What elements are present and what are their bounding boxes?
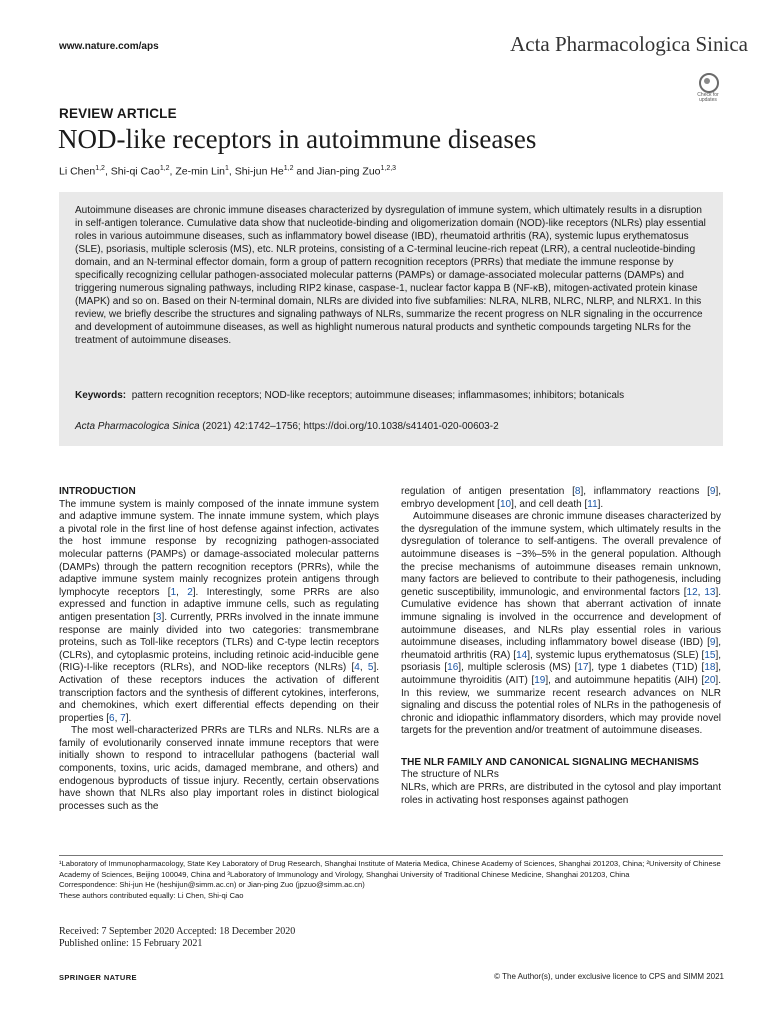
right-paragraphs [401,486,721,738]
article-type-label: REVIEW ARTICLE [59,106,177,121]
reference-link[interactable]: 9 [709,486,716,497]
reference-link[interactable]: 11 [587,498,598,510]
reference-link[interactable]: 17 [577,662,589,674]
published-date: Published online: 15 February 2021 [59,937,203,949]
affiliation-text: ¹Laboratory of Immunopharmacology, State Key Laboratory of Drug Research, Shanghai Institute of Materia Medica, Chinese Academy of Sciences, Shanghai 201203, China; ²University of Chinese Academy of Sciences, Beijing 100049, China and ³Laboratory of Immunology and Virology, Shanghai University of Traditional Chinese Medicine, Shanghai 201203, China [59,859,721,879]
author-list: Li Chen$^{1,2}$, Shi-qi Cao$^{1,2}$, Ze-min Lin$^1$, Shi-jun He$^{1,2}$ and Jian-ping Zuo$^{1,2,3}$ [59,165,397,178]
reference-link[interactable]: 10 [499,498,512,510]
section-text: NLRs, which are PRRs, are distributed in the cytosol and play important roles in activating host responses against pathogen [401,782,721,806]
footnote-rule [59,855,723,856]
reference-link[interactable]: 20 [704,674,716,686]
equal-contribution-text: These authors contributed equally: Li Chen, Shi-qi Cao [59,890,244,900]
reference-link[interactable]: 7 [120,712,126,724]
check-updates-icon [699,73,719,93]
abstract-text: Autoimmune diseases are chronic immune diseases characterized by dysregulation of immune system, which ultimately results in a disruption in self-antigen tolerance. Cumulative data show that nucleotide-binding and oligomerization domain (NOD)-like receptors (NLRs) play essential roles in various autoimmune diseases, such as inflammatory bowel disease (IBD), rheumatoid arthritis (RA), systemic lupus erythematosus (SLE), psoriasis, multiple sclerosis (MS), etc. NLR proteins, consisting of a C-terminal leucine-rich repeat (LRR), a central nucleotide-binding domain, and an N-terminal effector domain, form a group of pattern recognition receptors (PRRs) that mediate the immune response by specifically recognizing cellular pathogen-associated molecular patterns (PAMPs) or damage-associated molecular patterns (DAMPs) and triggering numerous signaling pathways, including RIP2 kinase, caspase-1, nuclear factor kappa B (NF-κB), mitogen-activated protein kinase (MAPK) and so on. Based on their N-terminal domain, NLRs are divided into five subfamilies: NLRA, NLRB, NLRC, NLRP, and NLRX1. In this review, we briefly describe the structures and signaling pathways of NLRs, summarize the recent progress on NLR signaling in the occurrence and development of autoimmune diseases, as well as highlight numerous natural products and synthetic compounds targeting NLRs for the treatment of autoimmune diseases. [75,205,706,346]
section-heading: THE NLR FAMILY AND CANONICAL SIGNALING MECHANISMS [401,756,699,768]
author-affiliation-sup: 1 [225,165,229,172]
reference-link[interactable]: 16 [447,662,459,674]
dates [59,926,295,949]
body-paragraph: The most well-characterized PRRs are TLRs and NLRs. NLRs are a family of evolutionarily conserved innate immune receptors that were initially shown to respond to intracellular pathogens (bacterial wall components, toxins, uric acids, damaged membrane, and others) and endogenous byproducts of tissue injury. Recently, certain observations have shown that NLRs also play important roles in distinct biological processes such as the [59,725,379,812]
article-title: NOD-like receptors in autoimmune diseases [58,124,537,154]
author-name: Jian-ping Zuo [316,165,381,178]
author-name: Shi-qi Cao [110,165,160,178]
abstract-box [59,192,723,446]
reference-link[interactable]: 14 [516,649,528,661]
correspondence-text: Correspondence: Shi-jun He (heshijun@simm.ac.cn) or Jian-ping Zuo (jpzuo@simm.ac.cn) [59,880,365,889]
right-column [401,486,721,807]
author-affiliation-sup: 1,2 [283,165,294,172]
reference-link[interactable]: 19 [534,674,546,686]
check-for-updates-badge[interactable] [693,72,723,106]
keywords-text: pattern recognition receptors; NOD-like receptors; autoimmune diseases; inflammasomes; inhibitors; botanicals [131,390,625,401]
check-updates-label: Check for updates [697,92,719,103]
body-paragraph: Autoimmune diseases are chronic immune diseases characterized by the dysregulation of the immune system, which ultimately results in the dysregulation of tolerance to self-antigens. The overall prevalence of autoimmune diseases is ~3%–5% in the general population. Although the precise mechanisms of autoimmune diseases remain unknown, many factors are believed to contribute to their pathogenesis, including genetic susceptibility, immunologic, and environmental factors [12, 13]. Cumulative evidence has shown that aberrant activation of innate immune signaling is involved in the occurrence and development of autoimmune diseases, and NLRs play essential roles in various autoimmune diseases, including inflammatory bowel disease (IBD) [9], rheumatoid arthritis (RA) [14], systemic lupus erythematosus (SLE) [15], psoriasis [16], multiple sclerosis (MS) [17], type 1 diabetes (T1D) [18], autoimmune thyroiditis (AIT) [19], and autoimmune hepatitis (AIH) [20]. In this review, we summarize recent research advances on NLR signaling and discuss the potential roles of NLRs in the pathogenesis of chronic and idiopathic inflammatory disorders, which may provide novel targets for the prevention and/or treatment of autoimmune diseases. [401,511,722,737]
reference-link[interactable]: 8 [574,486,581,497]
affiliations [59,859,723,901]
author-name: Li Chen [59,165,96,178]
citation-line [75,421,708,434]
author-name: Ze-min Lin [175,165,225,178]
reference-link[interactable]: 9 [709,637,716,649]
reference-link[interactable]: 15 [704,649,716,661]
section-spacer [401,738,721,757]
author-affiliation-sup: 1,2 [95,165,105,172]
author-affiliation-sup: 1,2 [159,165,170,172]
reference-link[interactable]: 1 [170,586,177,598]
reference-link[interactable]: 13 [704,586,716,598]
left-column [59,486,379,813]
citation-journal: Acta Pharmacologica Sinica [75,421,200,432]
keywords [75,390,708,403]
reference-link[interactable]: 4 [354,662,360,674]
author-affiliation-sup: 1,2,3 [380,165,397,172]
reference-link[interactable]: 2 [187,586,193,598]
author-name: Shi-jun He [234,165,284,178]
subsection-heading: The structure of NLRs [401,769,499,781]
copyright-notice: © The Author(s), under exclusive licence to CPS and SIMM 2021 [494,972,724,981]
journal-name: Acta Pharmacologica Sinica [510,32,748,56]
journal-url[interactable]: www.nature.com/aps [59,41,159,52]
publisher-logo: SPRINGER NATURE [59,973,137,982]
reference-link[interactable]: 5 [367,662,374,674]
reference-link[interactable]: 18 [704,662,716,674]
introduction-heading: INTRODUCTION [59,486,136,497]
left-paragraphs [59,499,379,814]
body-paragraph: regulation of antigen presentation [8], inflammatory reactions [9], embryo development [10], and cell death [11]. [401,486,722,510]
citation-details: (2021) 42:1742–1756; https://doi.org/10.1038/s41401-020-00603-2 [202,421,499,432]
keywords-label: Keywords: [75,390,127,401]
reference-link[interactable]: 12 [686,586,698,598]
reference-link[interactable]: 6 [109,712,115,724]
reference-link[interactable]: 3 [155,611,162,623]
body-paragraph: The immune system is mainly composed of the innate immune system and adaptive immune system. The innate immune system, which plays a pivotal role in the first line of host defense against infection, activates the host immune response by recognizing pathogen-associated molecular patterns (PAMPs) or damage-associated molecular patterns (DAMPs) through the pattern recognition receptors (PRRs), while the adaptive immune system mainly recognizes protein antigens through lymphocyte receptors [1, 2]. Interestingly, some PRRs are also expressed and function in adaptive immune cells, such as regulating antigen presentation [3]. Currently, PRRs involved in the innate immune response are mainly divided into two categories: transmembrane proteins, such as Toll-like receptors (TLRs) and C-type lectin receptors (CLRs), and cytoplasmic proteins, including retinoic acid-inducible gene (RIG)-I-like receptors (RLRs), and NOD-like receptors (NLRs) [4, 5]. Activation of these receptors induces the activation of different transcription factors and the synthesis of different cytokines, interferons, and chemokines, which exert differential effects depending on their properties [6, 7]. [59,498,380,724]
received-accepted-date: Received: 7 September 2020 Accepted: 18 December 2020 [59,926,296,937]
